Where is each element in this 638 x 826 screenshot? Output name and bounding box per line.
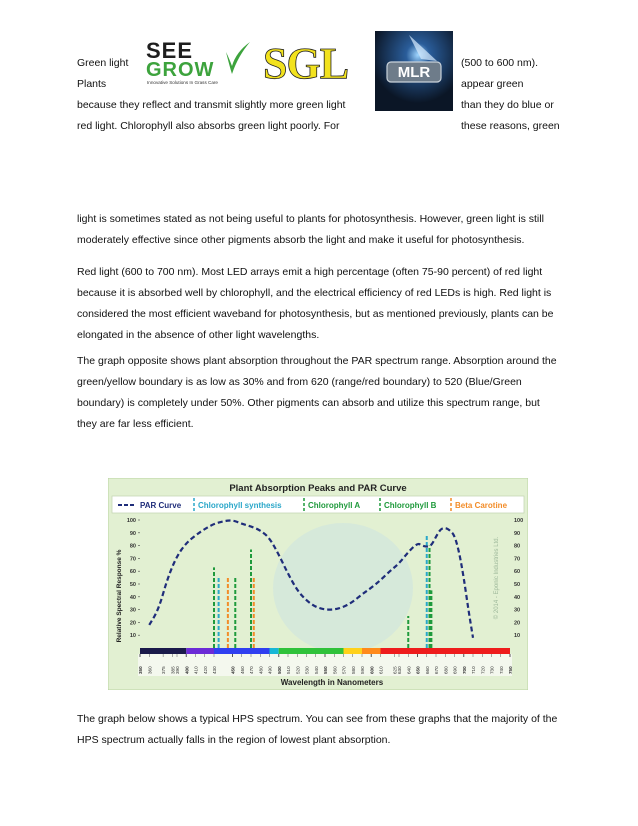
legend-item: Chlorophyll synthesis — [198, 501, 282, 510]
x-tick-label: 670 — [434, 666, 439, 674]
seegrow-logo — [144, 38, 252, 86]
paragraph-hps-spectrum — [77, 709, 557, 751]
x-tick-label: 550 — [323, 666, 328, 674]
y-tick-label-right: 30 — [514, 607, 521, 614]
paragraph-line: The graph opposite shows plant absorption throughout the PAR spectrum range. Absorption around the — [77, 355, 557, 367]
header-right-line-3: than they do blue or — [461, 99, 554, 111]
x-tick-label: 400 — [184, 666, 190, 674]
x-tick-label: 720 — [480, 666, 486, 674]
x-tick-label: 600 — [369, 666, 375, 674]
sgl-logo — [259, 34, 359, 86]
x-tick-label: 430 — [212, 666, 217, 674]
x-tick-label: 530 — [304, 666, 310, 674]
header-left-line-1: Green light — [77, 57, 129, 69]
legend-item: Chlorophyll B — [384, 501, 437, 510]
spectrum-band — [214, 648, 270, 654]
y-tick-label-right: 20 — [514, 620, 521, 627]
x-tick-label: 610 — [378, 666, 384, 674]
paragraph-line: considered the most efficient waveband for photosynthesis, but as mentioned previously, plants can be — [77, 308, 554, 320]
paragraph-line: Red light (600 to 700 nm). Most LED arrays emit a high percentage (often 75-90 percent) of red light — [77, 266, 543, 278]
spectrum-band — [344, 648, 363, 654]
spectrum-band — [270, 648, 279, 654]
chart-y-axis-label: Relative Spectral Response % — [116, 549, 123, 643]
header-right-line-4: these reasons, green — [461, 120, 560, 132]
x-tick-label: 690 — [452, 666, 458, 674]
header-left-line-4: red light. Chlorophyll also absorbs green light poorly. For — [77, 120, 340, 132]
paragraph-line: green/yellow boundary is as low as 30% and from 620 (range/red boundary) to 520 (Blue/Green — [77, 376, 522, 388]
x-tick-label: 640 — [406, 666, 412, 674]
x-tick-label: 750 — [508, 666, 513, 674]
x-tick-label: 350 — [138, 666, 143, 674]
spectrum-band — [362, 648, 381, 654]
x-tick-label: 360 — [147, 666, 153, 674]
x-tick-label: 490 — [267, 666, 273, 674]
x-tick-label: 570 — [341, 666, 347, 674]
chart-x-axis-label: Wavelength in Nanometers — [280, 678, 384, 687]
y-tick-label-right: 100 — [514, 518, 524, 524]
x-tick-label: 650 — [415, 666, 421, 674]
watermark-logo-icon — [273, 523, 413, 653]
x-tick-label: 590 — [360, 666, 365, 674]
y-tick-label-left: 70 — [129, 556, 136, 563]
mlr-logo — [375, 31, 453, 111]
legend-item: PAR Curve — [140, 501, 182, 510]
sgl-logo-text: SGL — [263, 39, 349, 86]
x-tick-label: 390 — [175, 666, 180, 674]
seegrow-word-top: SEE — [146, 38, 194, 63]
x-tick-label: 375 — [161, 666, 167, 674]
x-tick-label: 730 — [489, 666, 495, 674]
y-tick-label-left: 90 — [129, 530, 136, 537]
seegrow-word-bottom: GROW — [146, 59, 215, 81]
x-tick-label: 510 — [286, 666, 291, 674]
y-tick-label-right: 60 — [514, 569, 521, 576]
seegrow-tagline: Innovative Solutions In Grass Care — [147, 80, 218, 85]
x-tick-label: 470 — [249, 666, 254, 674]
x-tick-label: 520 — [295, 666, 301, 674]
x-tick-label: 700 — [461, 666, 467, 674]
x-tick-label: 410 — [193, 666, 199, 674]
paragraph-line: boundary) is completely under 50%. Other pigments can absorb and utilize this spectrum range, but — [77, 397, 540, 409]
chart-legend — [112, 496, 524, 513]
paragraph-line: because it is absorbed well by chlorophyll, and the electrical efficiency of red LEDs is high. Red light is — [77, 287, 552, 299]
spectrum-band — [186, 648, 214, 654]
y-tick-label-left: 20 — [129, 620, 136, 627]
x-tick-label: 660 — [424, 666, 430, 674]
y-tick-label-right: 50 — [514, 582, 521, 588]
chart-svg — [108, 478, 528, 690]
y-tick-label-left: 50 — [129, 582, 136, 588]
paragraph-green-light — [77, 209, 544, 251]
spectrum-band — [381, 648, 511, 654]
paragraph-line: they are far less efficient. — [77, 418, 194, 430]
y-tick-label-right: 80 — [514, 543, 521, 550]
x-tick-label: 740 — [498, 666, 504, 674]
paragraph-line: The graph below shows a typical HPS spectrum. You can see from these graphs that the majority of the — [77, 713, 558, 725]
header-left-line-3: because they reflect and transmit slightly more green light — [77, 99, 346, 111]
mlr-logo-text: MLR — [397, 64, 431, 81]
x-tick-label: 560 — [332, 666, 338, 674]
header-right-line-1: (500 to 600 nm). — [461, 57, 539, 69]
y-tick-label-left: 30 — [129, 607, 136, 614]
legend-item: Beta Carotine — [455, 501, 508, 510]
legend-item: Chlorophyll A — [308, 501, 361, 510]
header-left-line-2: Plants — [77, 78, 107, 90]
chart-title: Plant Absorption Peaks and PAR Curve — [229, 483, 407, 494]
x-tick-label: 680 — [443, 666, 449, 674]
x-tick-label: 625 — [392, 666, 398, 674]
y-tick-label-right: 70 — [514, 556, 521, 563]
x-tick-label: 385 — [170, 666, 176, 674]
y-tick-label-right: 10 — [514, 633, 521, 640]
x-tick-label: 450 — [230, 666, 236, 674]
y-tick-label-left: 40 — [129, 594, 136, 601]
paragraph-graph-opposite — [77, 351, 557, 435]
header-right-line-2: appear green — [461, 78, 524, 90]
paragraph-line: moderately effective since other pigments absorb the light and make it useful for photosynthesis. — [77, 234, 525, 246]
x-tick-label: 480 — [258, 666, 264, 674]
x-tick-label: 460 — [239, 666, 245, 674]
x-tick-label: 710 — [471, 666, 476, 674]
paragraph-line: elongated in the absence of other light wavelengths. — [77, 329, 320, 341]
x-tick-label: 500 — [276, 666, 282, 674]
chart-watermark-text: © 2014 - Eponic Industries Ltd. — [494, 536, 500, 620]
x-tick-label: 630 — [397, 666, 402, 674]
paragraph-line: light is sometimes stated as not being useful to plants for photosynthesis. However, green light is still — [77, 213, 544, 225]
x-tick-label: 580 — [350, 666, 356, 674]
paragraph-line: HPS spectrum actually falls in the region of lowest plant absorption. — [77, 734, 391, 746]
y-tick-label-right: 90 — [514, 530, 521, 537]
spectrum-band — [140, 648, 186, 654]
spectrum-band — [279, 648, 344, 654]
x-tick-label: 540 — [313, 666, 319, 674]
x-tick-label: 420 — [202, 666, 208, 674]
leaf-check-icon — [226, 42, 250, 74]
y-tick-label-left: 100 — [126, 518, 136, 524]
plant-absorption-chart — [108, 478, 528, 690]
paragraph-red-light — [77, 262, 553, 346]
y-tick-label-right: 40 — [514, 594, 521, 601]
y-tick-label-left: 80 — [129, 543, 136, 550]
y-tick-label-left: 10 — [129, 633, 136, 640]
y-tick-label-left: 60 — [129, 569, 136, 576]
